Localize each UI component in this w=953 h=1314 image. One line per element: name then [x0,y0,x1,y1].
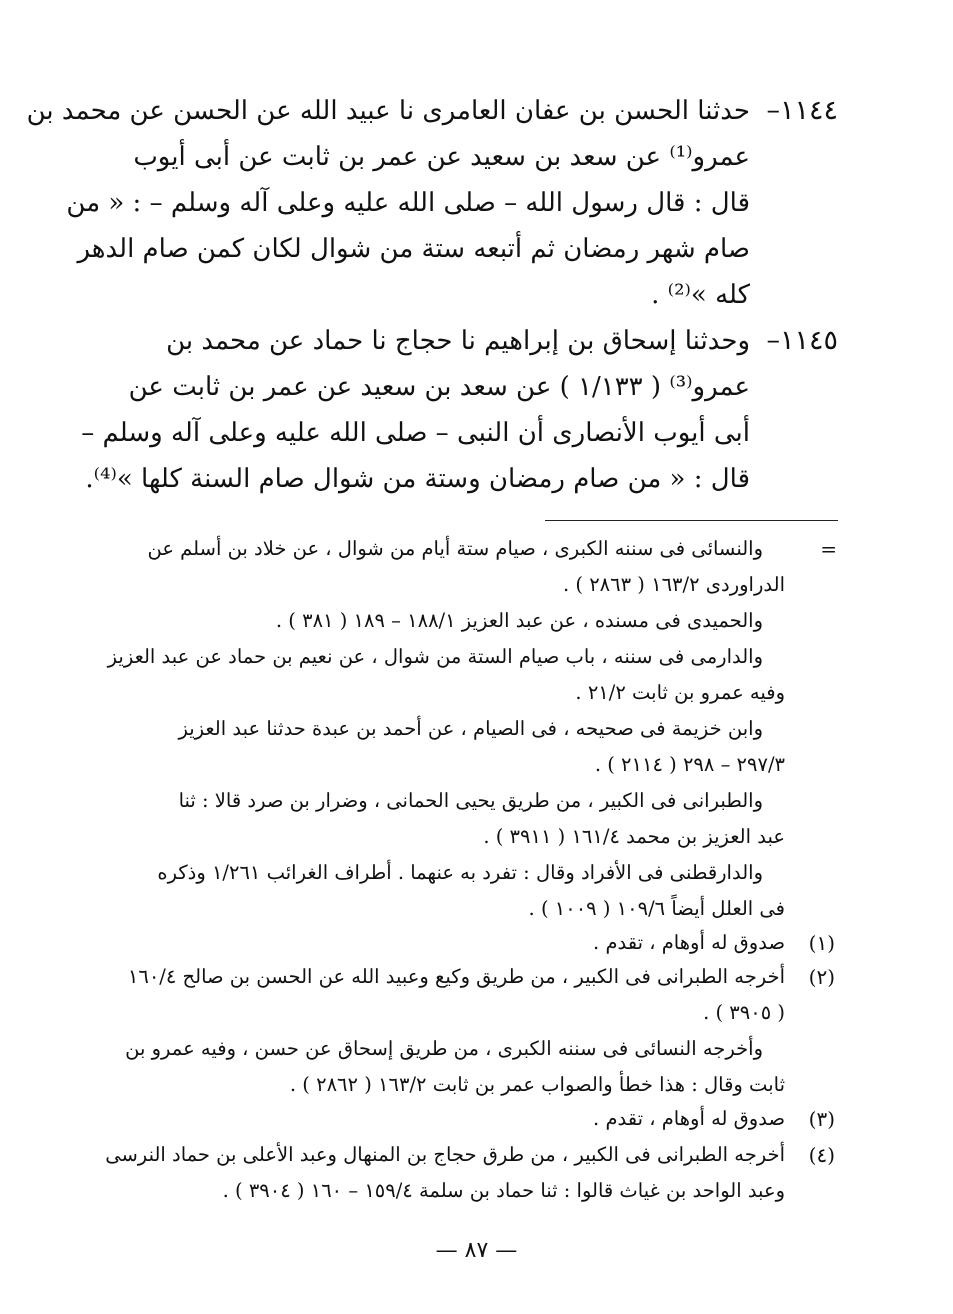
footnote-line: والطبرانى فى الكبير ، من طريق يحيى الحمانى ، وضرار بن صرد قالا : ثنا [178,789,763,812]
footnote-line: أخرجه الطبرانى فى الكبير ، من طرق حجاج بن المنهال وعبد الأعلى بن حماد النرسى [105,1143,785,1166]
hadith-line: قال : « من صام رمضان وستة من شوال صام السنة كلها »⁽⁴⁾. [85,464,750,494]
footnote-line: فى العلل أيضاً ١٠٩/٦ ( ١٠٠٩ ) . [528,897,785,920]
hadith-line: عمرو⁽¹⁾ عن سعد بن سعيد عن عمر بن ثابت عن أبى أيوب [133,142,750,172]
hadith-1144 [26,88,838,318]
footnote-line: وابن خزيمة فى صحيحه ، فى الصيام ، عن أحمد بن عبدة حدثنا عبد العزيز [178,717,763,740]
footnote-number: (٤) [808,1143,835,1167]
page-number: — ٨٧ — [435,1238,518,1263]
footnote-line: الدراوردى ١٦٣/٢ ( ٢٨٦٣ ) . [562,573,785,596]
hadith-line: قال : قال رسول الله – صلى الله عليه وعلى آله وسلم – : « من [66,188,750,218]
footnote-line: ( ٣٩٠٥ ) . [703,1001,785,1024]
footnote-line: وفيه عمرو بن ثابت ٢١/٢ . [575,681,785,704]
hadith-line: عمرو⁽³⁾ ( ١/١٣٣ ) عن سعد بن سعيد عن عمر بن ثابت عن [128,372,750,402]
footnote-line: أخرجه الطبرانى فى الكبير ، من طريق وكيع وعبيد الله عن الحسن بن صالح ١٦٠/٤ [127,965,785,988]
continuation-mark: = [820,537,837,561]
footnote-line: وعبد الواحد بن غياث قالوا : ثنا حماد بن سلمة ١٥٩/٤ – ١٦٠ ( ٣٩٠٤ ) . [222,1179,785,1202]
footnote-line: ٢٩٧/٣ – ٢٩٨ ( ٢١١٤ ) . [594,753,785,776]
hadith-line: وحدثنا إسحاق بن إبراهيم نا حجاج نا حماد عن محمد بن [166,326,750,356]
footnote-number: (٢) [808,965,835,989]
footnote-line: عبد العزيز بن محمد ١٦١/٤ ( ٣٩١١ ) . [483,825,785,848]
hadith-number: ١١٤٥– [766,325,838,356]
footnote-line: ثابت وقال : هذا خطأ والصواب عمر بن ثابت ١٦٣/٢ ( ٢٨٦٢ ) . [289,1073,785,1096]
hadith-line: حدثنا الحسن بن عفان العامرى نا عبيد الله عن الحسن عن محمد بن [26,96,750,126]
hadith-number: ١١٤٤– [766,95,838,126]
hadith-line: أبى أيوب الأنصارى أن النبى – صلى الله عليه وعلى آله وسلم – [81,418,750,448]
footnote-line: وأخرجه النسائى فى سننه الكبرى ، من طريق إسحاق عن حسن ، وفيه عمرو بن [125,1037,763,1060]
footnote-line: والحميدى فى مسنده ، عن عبد العزيز ١٨٨/١ – ١٨٩ ( ٣٨١ ) . [275,609,763,632]
hadith-line: كله »⁽²⁾ . [651,280,750,310]
footnote-line: صدوق له أوهام ، تقدم . [593,1107,785,1130]
hadith-1145 [81,318,838,502]
footnote-number: (١) [808,931,835,955]
footnote-line: والدارقطنى فى الأفراد وقال : تفرد به عنهما . أطراف الغرائب ١/٢٦١ وذكره [157,861,763,884]
hadith-line: صام شهر رمضان ثم أتبعه ستة من شوال لكان كمن صام الدهر [77,234,750,264]
footnote-line: صدوق له أوهام ، تقدم . [593,931,785,954]
footnote-separator [545,520,838,521]
footnote-line: والدارمى فى سننه ، باب صيام الستة من شوال ، عن نعيم بن حماد عن عبد العزيز [107,645,763,668]
footnote-number: (٣) [808,1107,835,1131]
footnote-line: والنسائى فى سننه الكبرى ، صيام ستة أيام من شوال ، عن خلاد بن أسلم عن [147,537,763,560]
